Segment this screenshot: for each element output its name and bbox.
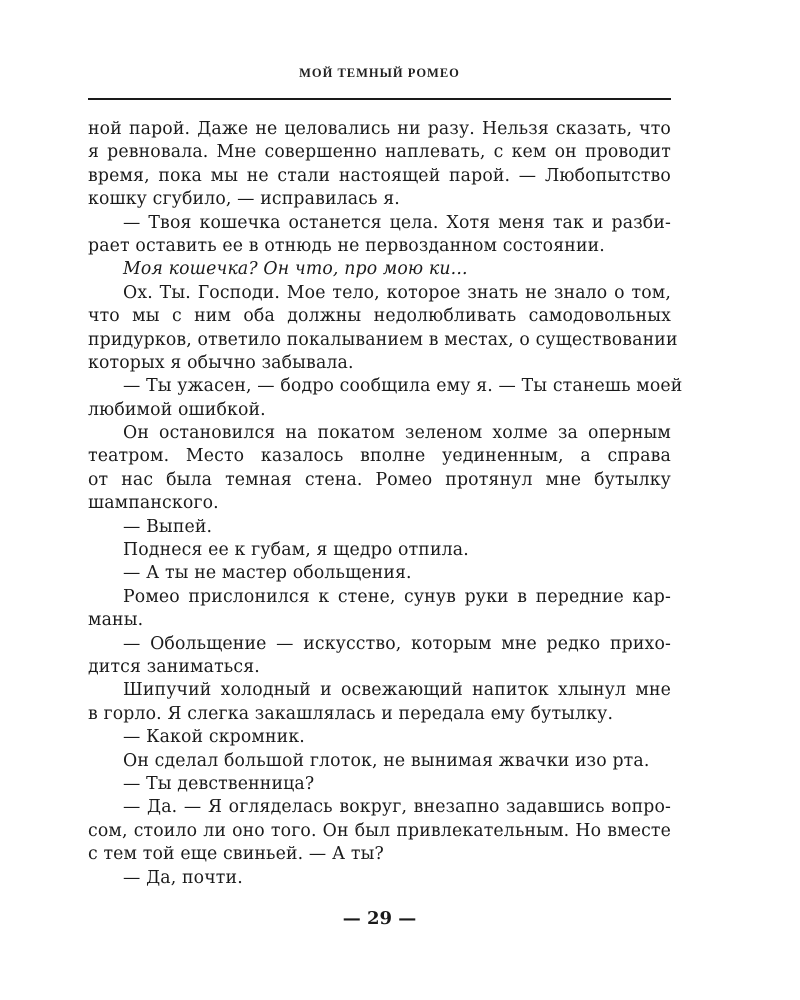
text-line: — Твоя кошечка останется цела. Хотя меня так и разби- xyxy=(123,212,671,233)
text-line: — Да, почти. xyxy=(123,867,243,888)
text-line: от нас была темная стена. Ромео протянул мне бутылку xyxy=(88,469,671,490)
text-line: Поднеся ее к губам, я щедро отпила. xyxy=(123,540,469,561)
text-line: придурков, ответило покалыванием в местах, о существовании xyxy=(88,329,678,350)
text-line: Он сделал большой глоток, не вынимая жвачки изо рта. xyxy=(123,750,650,771)
text-line: — А ты не мастер обольщения. xyxy=(123,563,412,584)
text-line: Ох. Ты. Господи. Мое тело, которое знать не знало о том, xyxy=(123,282,671,303)
text-line: — Да. — Я огляделась вокруг, внезапно задавшись вопро- xyxy=(123,797,671,818)
text-line: Шипучий холодный и освежающий напиток хлынул мне xyxy=(123,680,671,701)
text-line: — Какой скромник. xyxy=(123,727,305,748)
page-number: — 29 — xyxy=(342,908,417,929)
text-line: я ревновала. Мне совершенно наплевать, с кем он проводит xyxy=(88,142,671,163)
text-line: ной парой. Даже не целовались ни разу. Нельзя сказать, что xyxy=(88,119,671,139)
text-line: — Обольщение — искусство, которым мне редко прихо- xyxy=(123,633,671,654)
text-line: которых я обычно забывала. xyxy=(88,352,354,373)
text-line: что мы с ним оба должны недолюбливать самодовольных xyxy=(88,306,671,327)
text-line: Моя кошечка? Он что, про мою ки... xyxy=(123,259,468,280)
header-rule xyxy=(88,98,671,100)
text-line: с тем той еще свиньей. — А ты? xyxy=(88,844,384,865)
text-line: рает оставить ее в отнюдь не первозданном состоянии. xyxy=(88,235,605,256)
text-line: время, пока мы не стали настоящей парой. — Любопытство xyxy=(88,165,671,186)
body-text xyxy=(88,118,683,890)
text-line: дится заниматься. xyxy=(88,656,260,677)
running-header: МОЙ ТЕМНЫЙ РОМЕО xyxy=(299,66,460,80)
text-line: театром. Место казалось вполне уединенным, а справа xyxy=(88,446,671,467)
text-line: — Ты девственница? xyxy=(123,773,315,794)
text-line: — Ты ужасен, — бодро сообщила ему я. — Ты станешь моей xyxy=(123,376,683,397)
text-line: шампанского. xyxy=(88,493,219,514)
text-line: Ромео прислонился к стене, сунув руки в передние кар- xyxy=(123,586,671,607)
text-line: — Выпей. xyxy=(123,516,213,537)
text-line: в горло. Я слегка закашлялась и передала ему бутылку. xyxy=(88,703,614,724)
text-line: любимой ошибкой. xyxy=(88,399,266,420)
text-line: маны. xyxy=(88,610,144,631)
text-line: Он остановился на покатом зеленом холме за оперным xyxy=(123,423,671,444)
text-line: кошку сгубило, — исправилась я. xyxy=(88,189,400,210)
text-line: сом, стоило ли оно того. Он был привлекательным. Но вместе xyxy=(88,820,671,841)
